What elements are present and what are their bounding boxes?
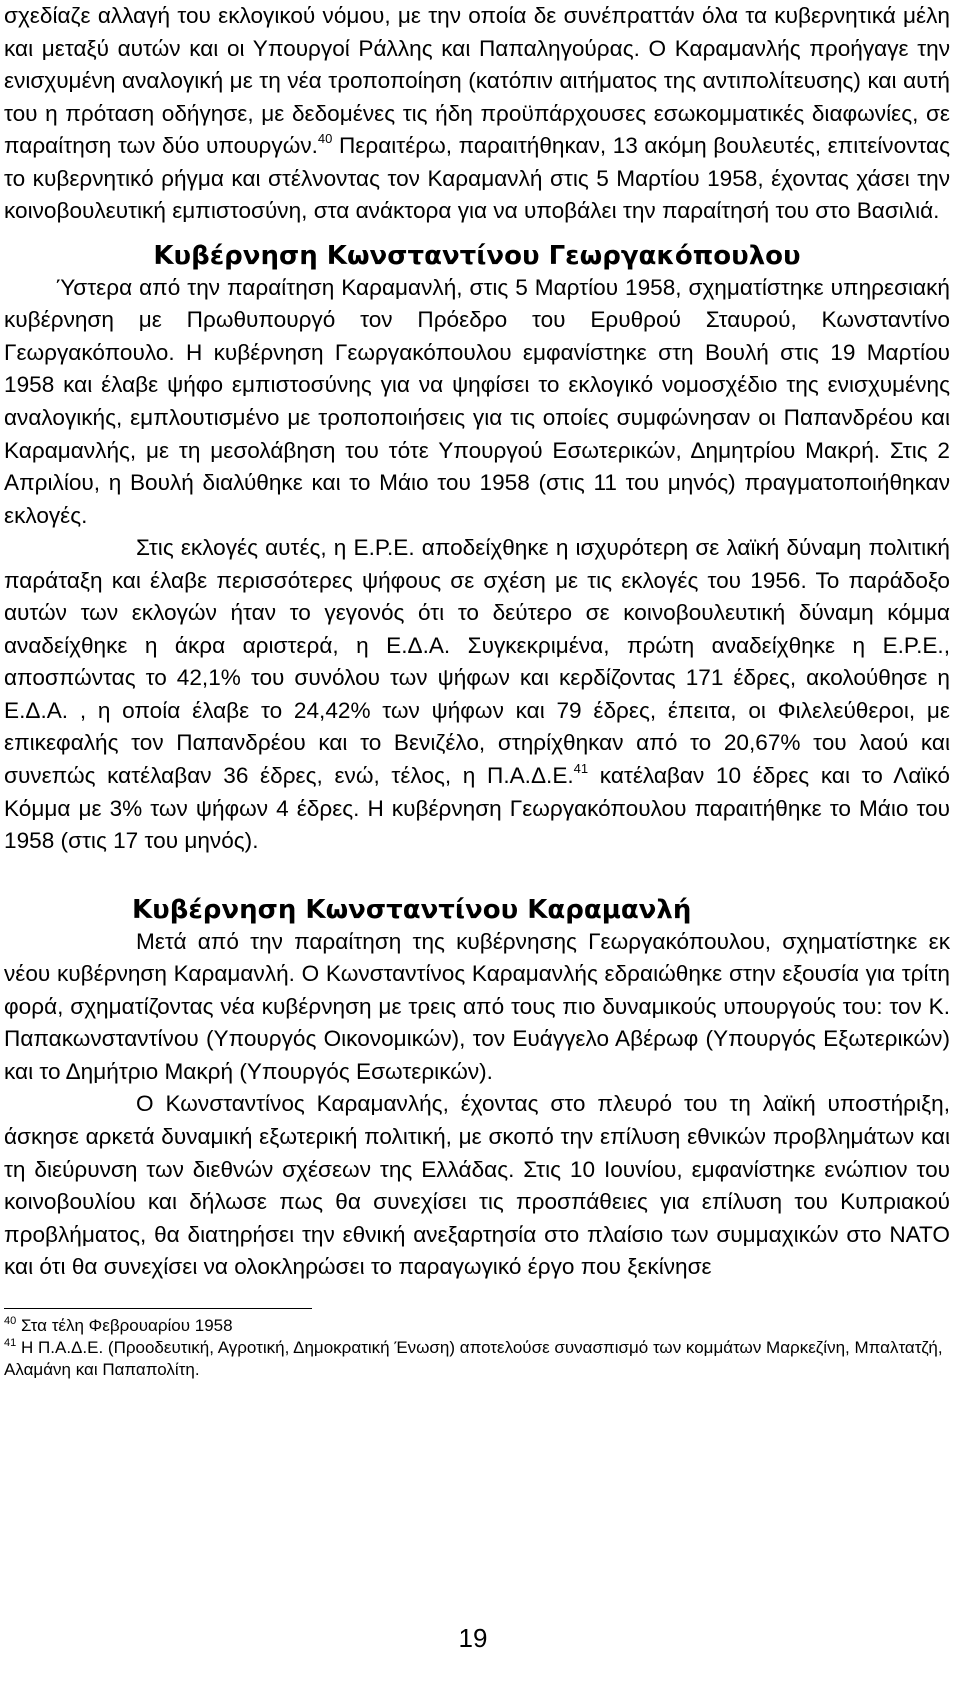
footnote-text: Η Π.Α.Δ.Ε. (Προοδευτική, Αγροτική, Δημοκρατική Ένωση) αποτελούσε συνασπισμό των κομμάτων Μαρκεζίνη, Μπαλτατζή, Αλαμάνη και Παπαπολίτη. — [4, 1337, 943, 1379]
footnote-reference-41[interactable]: 41 — [573, 761, 589, 777]
section-heading-karamanlis: Κυβέρνηση Κωνσταντίνου Καραμανλή — [132, 894, 692, 925]
paragraph-text: Περαιτέρω, παραιτήθηκαν, 13 ακόμη βουλευτές, επιτείνοντας το κυβερνητικό ρήγμα και στέλνοντας τον Καραμανλή στις 5 Μαρτίου 1958, έχοντας χάσει την κοινοβουλευτική εμπιστοσύνη, στα ανάκτορα για να υποβάλει την παραίτησή του στο Βασιλιά. — [4, 133, 950, 224]
footnote-number: 41 — [4, 1336, 17, 1349]
paragraph-georgakopoulos-government: Ύστερα από την παραίτηση Καραμανλή, στις 5 Μαρτίου 1958, σχηματίστηκε υπηρεσιακή κυβέρνηση με Πρωθυπουργό τον Πρόεδρο του Ερυθρού Σταυρού, Κωνσταντίνο Γεωργακόπουλο. Η κυβέρνηση Γεωργακόπουλου εμφανίστηκε στη Βουλή στις 19 Μαρτίου 1958 και έλαβε ψήφο εμπιστοσύνης για να ψηφίσει το εκλογικό νομοσχέδιο της ενισχυμένης αναλογικής, εμπλουτισμένο με τροποποιήσεις για τις οποίες συμφώνησαν οι Παπανδρέου και Καραμανλής, με τη μεσολάβηση του τότε Υπουργού Εσωτερικών, Δημητρίου Μακρή. Στις 2 Απριλίου, η Βουλή διαλύθηκε και το Μάιο του 1958 (στις 11 του μηνός) πραγματοποιήθηκαν εκλογές. — [4, 274, 950, 528]
footnote-text: Στα τέλη Φεβρουαρίου 1958 — [20, 1315, 233, 1335]
section-heading-georgakopoulos: Κυβέρνηση Κωνσταντίνου Γεωργακόπουλου — [153, 240, 801, 271]
footnote-41 — [4, 1337, 950, 1381]
paragraph-foreign-policy: Ο Κωνσταντίνος Καραμανλής, έχοντας στο πλευρό του τη λαϊκή υποστήριξη, άσκησε αρκετά δυναμική εξωτερική πολιτική, με σκοπό την επίλυση εθνικών προβλημάτων και τη διεύρυνση των διεθνών σχέσεων της Ελλάδας. Στις 10 Ιουνίου, εμφανίστηκε ενώπιον του κοινοβουλίου και δήλωσε πως θα συνεχίσει τις προσπάθειες για επίλυση του Κυπριακού προβλήματος, θα διατηρήσει την εθνική ανεξαρτησία στο πλαίσιο των συμμαχικών στο ΝΑΤΟ και ότι θα συνεχίσει να ολοκληρώσει το παραγωγικό έργο που ξεκίνησε — [4, 1091, 950, 1280]
footnote-number: 40 — [4, 1314, 17, 1327]
paragraph-election-results — [4, 532, 950, 857]
paragraph-text: Στις εκλογές αυτές, η Ε.Ρ.Ε. αποδείχθηκε η ισχυρότερη σε λαϊκή δύναμη πολιτική παράταξη και έλαβε περισσότερες ψήφους σε σχέση με τις εκλογές του 1956. Το παράδοξο αυτών των εκλογών ήταν το γεγονός ότι το δεύτερο σε κοινοβουλευτική δύναμη κόμμα αναδείχθηκε η άκρα αριστερά, η Ε.Δ.Α. Συγκεκριμένα, πρώτη αναδείχθηκε η Ε.Ρ.Ε., αποσπώντας το 42,1% του συνόλου των ψήφων και κερδίζοντας 171 έδρες, ακολούθησε η Ε.Δ.Α. , η οποία έλαβε το 24,42% των ψήφων και 79 έδρες, έπειτα, οι Φιλελεύθεροι, με επικεφαλής τον Παπανδρέου και το Βενιζέλο, στηρίχθηκαν από το 20,67% του λαού και συνεπώς κατέλαβαν 36 έδρες, ενώ, τέλος, η Π.Α.Δ.Ε. — [4, 535, 950, 789]
paragraph-text: σχεδίαζε αλλαγή του εκλογικού νόμου, με την οποία δε συνέπραττάν όλα τα κυβερνητικά μέλη και μεταξύ αυτών και οι Υπουργοί Ράλλης και Παπαληγούρας. Ο Καραμανλής προήγαγε την ενισχυμένη αναλογική με τη νέα τροποποίηση (κατόπιν αιτήματος της αντιπολίτευσης) και αυτή του η πρόταση οδήγησε, με δεδομένες τις ήδη προϋπάρχουσες εσωκομματικές διαφωνίες, σε παραίτηση των δύο υπουργών. — [4, 3, 950, 159]
footnote-reference-40[interactable]: 40 — [317, 131, 333, 147]
document-page — [4, 0, 950, 1381]
paragraph-text: κατέλαβαν 10 έδρες και το Λαϊκό Κόμμα με 3% των ψήφων 4 έδρες. Η κυβέρνηση Γεωργακόπουλου παραιτήθηκε το Μάιο του 1958 (στις 17 του μηνός). — [4, 763, 950, 854]
footnote-40 — [4, 1315, 950, 1337]
page-number: 19 — [458, 1623, 488, 1653]
paragraph-resignation — [4, 0, 950, 228]
footnote-divider — [4, 1308, 312, 1309]
paragraph-karamanlis-government: Μετά από την παραίτηση της κυβέρνησης Γεωργακόπουλου, σχηματίστηκε εκ νέου κυβέρνηση Καραμανλή. Ο Κωνσταντίνος Καραμανλής εδραιώθηκε στην εξουσία για τρίτη φορά, σχηματίζοντας νέα κυβέρνηση με τρεις από τους πιο δυναμικούς υπουργούς του: τον Κ. Παπακωνσταντίνου (Υπουργός Οικονομικών), τον Ευάγγελο Αβέρωφ (Υπουργός Εξωτερικών) και το Δημήτριο Μακρή (Υπουργός Εσωτερικών). — [4, 928, 950, 1084]
